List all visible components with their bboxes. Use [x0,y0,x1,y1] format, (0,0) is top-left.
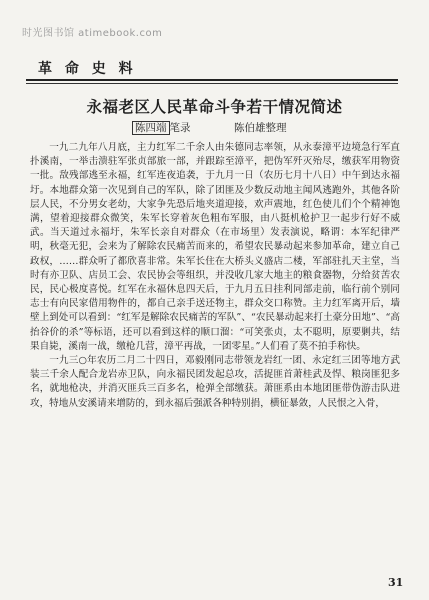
editor-credit: 陈伯雄整理 [234,122,287,134]
page-number: 31 [388,576,404,589]
header-rule-thin [26,83,398,84]
header-rule-thick [26,79,398,81]
section-title: 革 命 史 料 [38,61,137,77]
author-name: 陈四端 [132,121,170,135]
paragraph: 一九三○年农历二月二十四日，邓毅刚同志带领龙岩红一团、永定红三团等地方武装三千余人配合龙岩赤卫队，向永福民团发起总攻，活捉匪首萧桂武及悍、粮岗匪犯多名，就地枪决，并消灭匪兵三百多名，枪弹全部缴获。萧匪系由本地团匪带伪游击队进攻，特地从安溪请来增防的，到永福后强派各种特别捐，横征暴敛，人民恨之入骨， [30,355,400,409]
article-body [30,141,400,411]
watermark: 时光图书馆 atimebook.com [22,28,163,39]
article-title: 永福老区人民革命斗争若干情况简述 [86,97,343,116]
author-role: 笔录 [169,122,191,134]
paragraph: 一九二九年八月底，主力红军二千余人由朱德同志率领，从永泰漳平边境急行军直扑溪南，一举击溃驻军张贞部旅一部，并跟踪至漳平，把伪军歼灭殆尽，缴获军用物资一批。敌残部逃至永福，红军连夜追袭，于九月一日（农历七月十八日）中午到达永福圩。本地群众第一次见到自己的军队，除了团匪及少数反动地主闻风逃跑外，其他各阶层人民，不分男女老幼，大家争先恐后地夹道迎接，欢声震地，红色使儿们个个精神饱满，望着迎接群众微笑，朱军长穿着灰色粗布军服，由八挺机枪护卫一起步行好不威武。当天道过永福圩，朱军长亲自对群众（在市场里）发表演说，略谓：本军纪律严明，秋毫无犯，会来为了解除农民痛苦而来的，希望农民暴动起来参加革命，建立自己政权，……群众听了都欣喜非常。朱军长住在大桥头义盛店二楼，军部驻扎天主堂，当时有亦卫队、店员工会、农民协会等组织，并没收几家大地主的粮食器物，分给贫苦农民，民心极度喜悦。红军在永福休息四天后，于九月五日挂利同部走前，临行前个别同志士有向民家借用物件的，都自己亲手送还物主，群众交口称赞。主力红军离开后，墙壁上到处可以看到：“红军是解除农民痛苦的军队”、“农民暴动起来打土豪分田地”、“高抬谷价的杀”等标语，还可以看到这样的顺口溜：“可笑张贞，太不聪明，原要剿共，结果自毙，溪南一战，缴枪几营，漳平再战，一团零星。”人们看了莫不拍手称快。 [30,142,400,352]
